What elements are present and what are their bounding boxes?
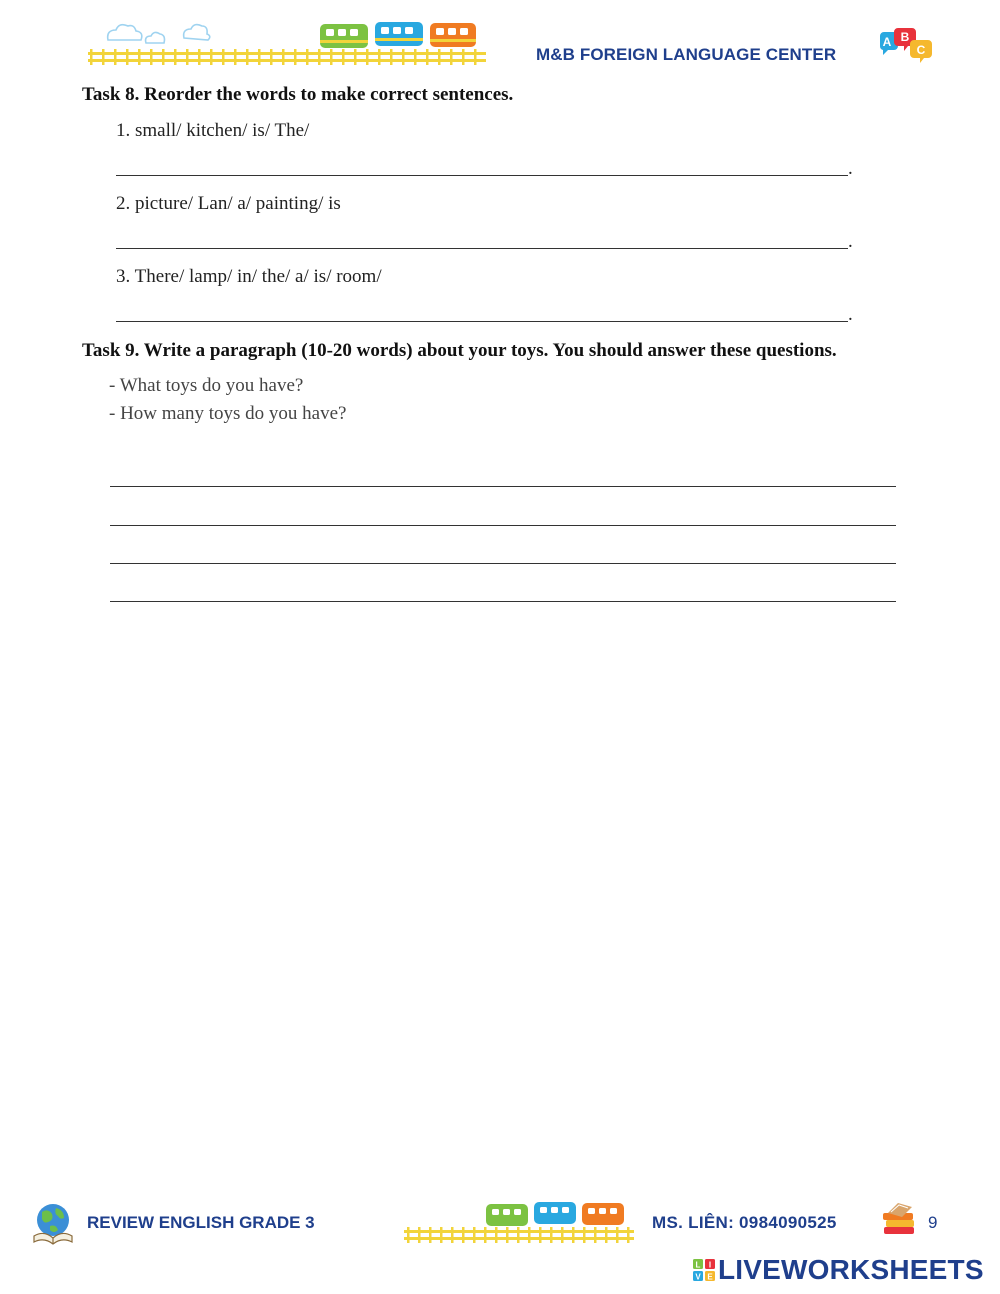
task8-item-3: 3. There/ lamp/ in/ the/ a/ is/ room/ [116,266,382,287]
train-icon [320,22,476,48]
center-name: M&B FOREIGN LANGUAGE CENTER [536,45,837,64]
paragraph-writing-line[interactable] [110,525,896,526]
books-icon [880,1199,920,1239]
paragraph-writing-line[interactable] [110,563,896,564]
task9-question-2: - How many toys do you have? [109,403,347,424]
answer-period: . [848,158,853,179]
train-icon [486,1202,624,1226]
task8-item-1: 1. small/ kitchen/ is/ The/ [116,120,310,141]
abc-letter-a: A [882,35,892,49]
footer-train-decoration [404,1198,636,1246]
cloud-icon [108,25,210,43]
page-number: 9 [928,1213,938,1232]
task9-question-1: - What toys do you have? [109,375,304,396]
abc-blocks-icon [876,26,938,66]
task8-title: Task 8. Reorder the words to make correct sentences. [82,84,514,105]
footer-title: REVIEW ENGLISH GRADE 3 [87,1213,315,1232]
task8-item-2: 2. picture/ Lan/ a/ painting/ is [116,193,341,214]
answer-period: . [848,231,853,252]
header-train-decoration [88,18,488,68]
teacher-contact: MS. LIÊN: 0984090525 [652,1213,837,1232]
lw-badge-letter: L [695,1260,701,1270]
liveworksheets-logo [693,1256,984,1284]
task8-answer-line-2[interactable] [116,248,848,249]
abc-letter-b: B [900,30,910,44]
paragraph-writing-line[interactable] [110,486,896,487]
task8-answer-line-3[interactable] [116,321,848,322]
task9-title: Task 9. Write a paragraph (10-20 words) about your toys. You should answer these questions. [82,340,837,361]
task8-answer-line-1[interactable] [116,175,848,176]
liveworksheets-logo-icon [693,1259,715,1281]
liveworksheets-wordmark: LIVEWORKSHEETS [718,1254,984,1285]
lw-badge-letter: I [708,1260,712,1270]
lw-badge-letter: V [695,1272,701,1281]
abc-letter-c: C [916,43,926,57]
lw-badge-letter: E [707,1272,713,1281]
paragraph-writing-line[interactable] [110,601,896,602]
globe-book-icon [30,1200,76,1246]
answer-period: . [848,304,853,325]
